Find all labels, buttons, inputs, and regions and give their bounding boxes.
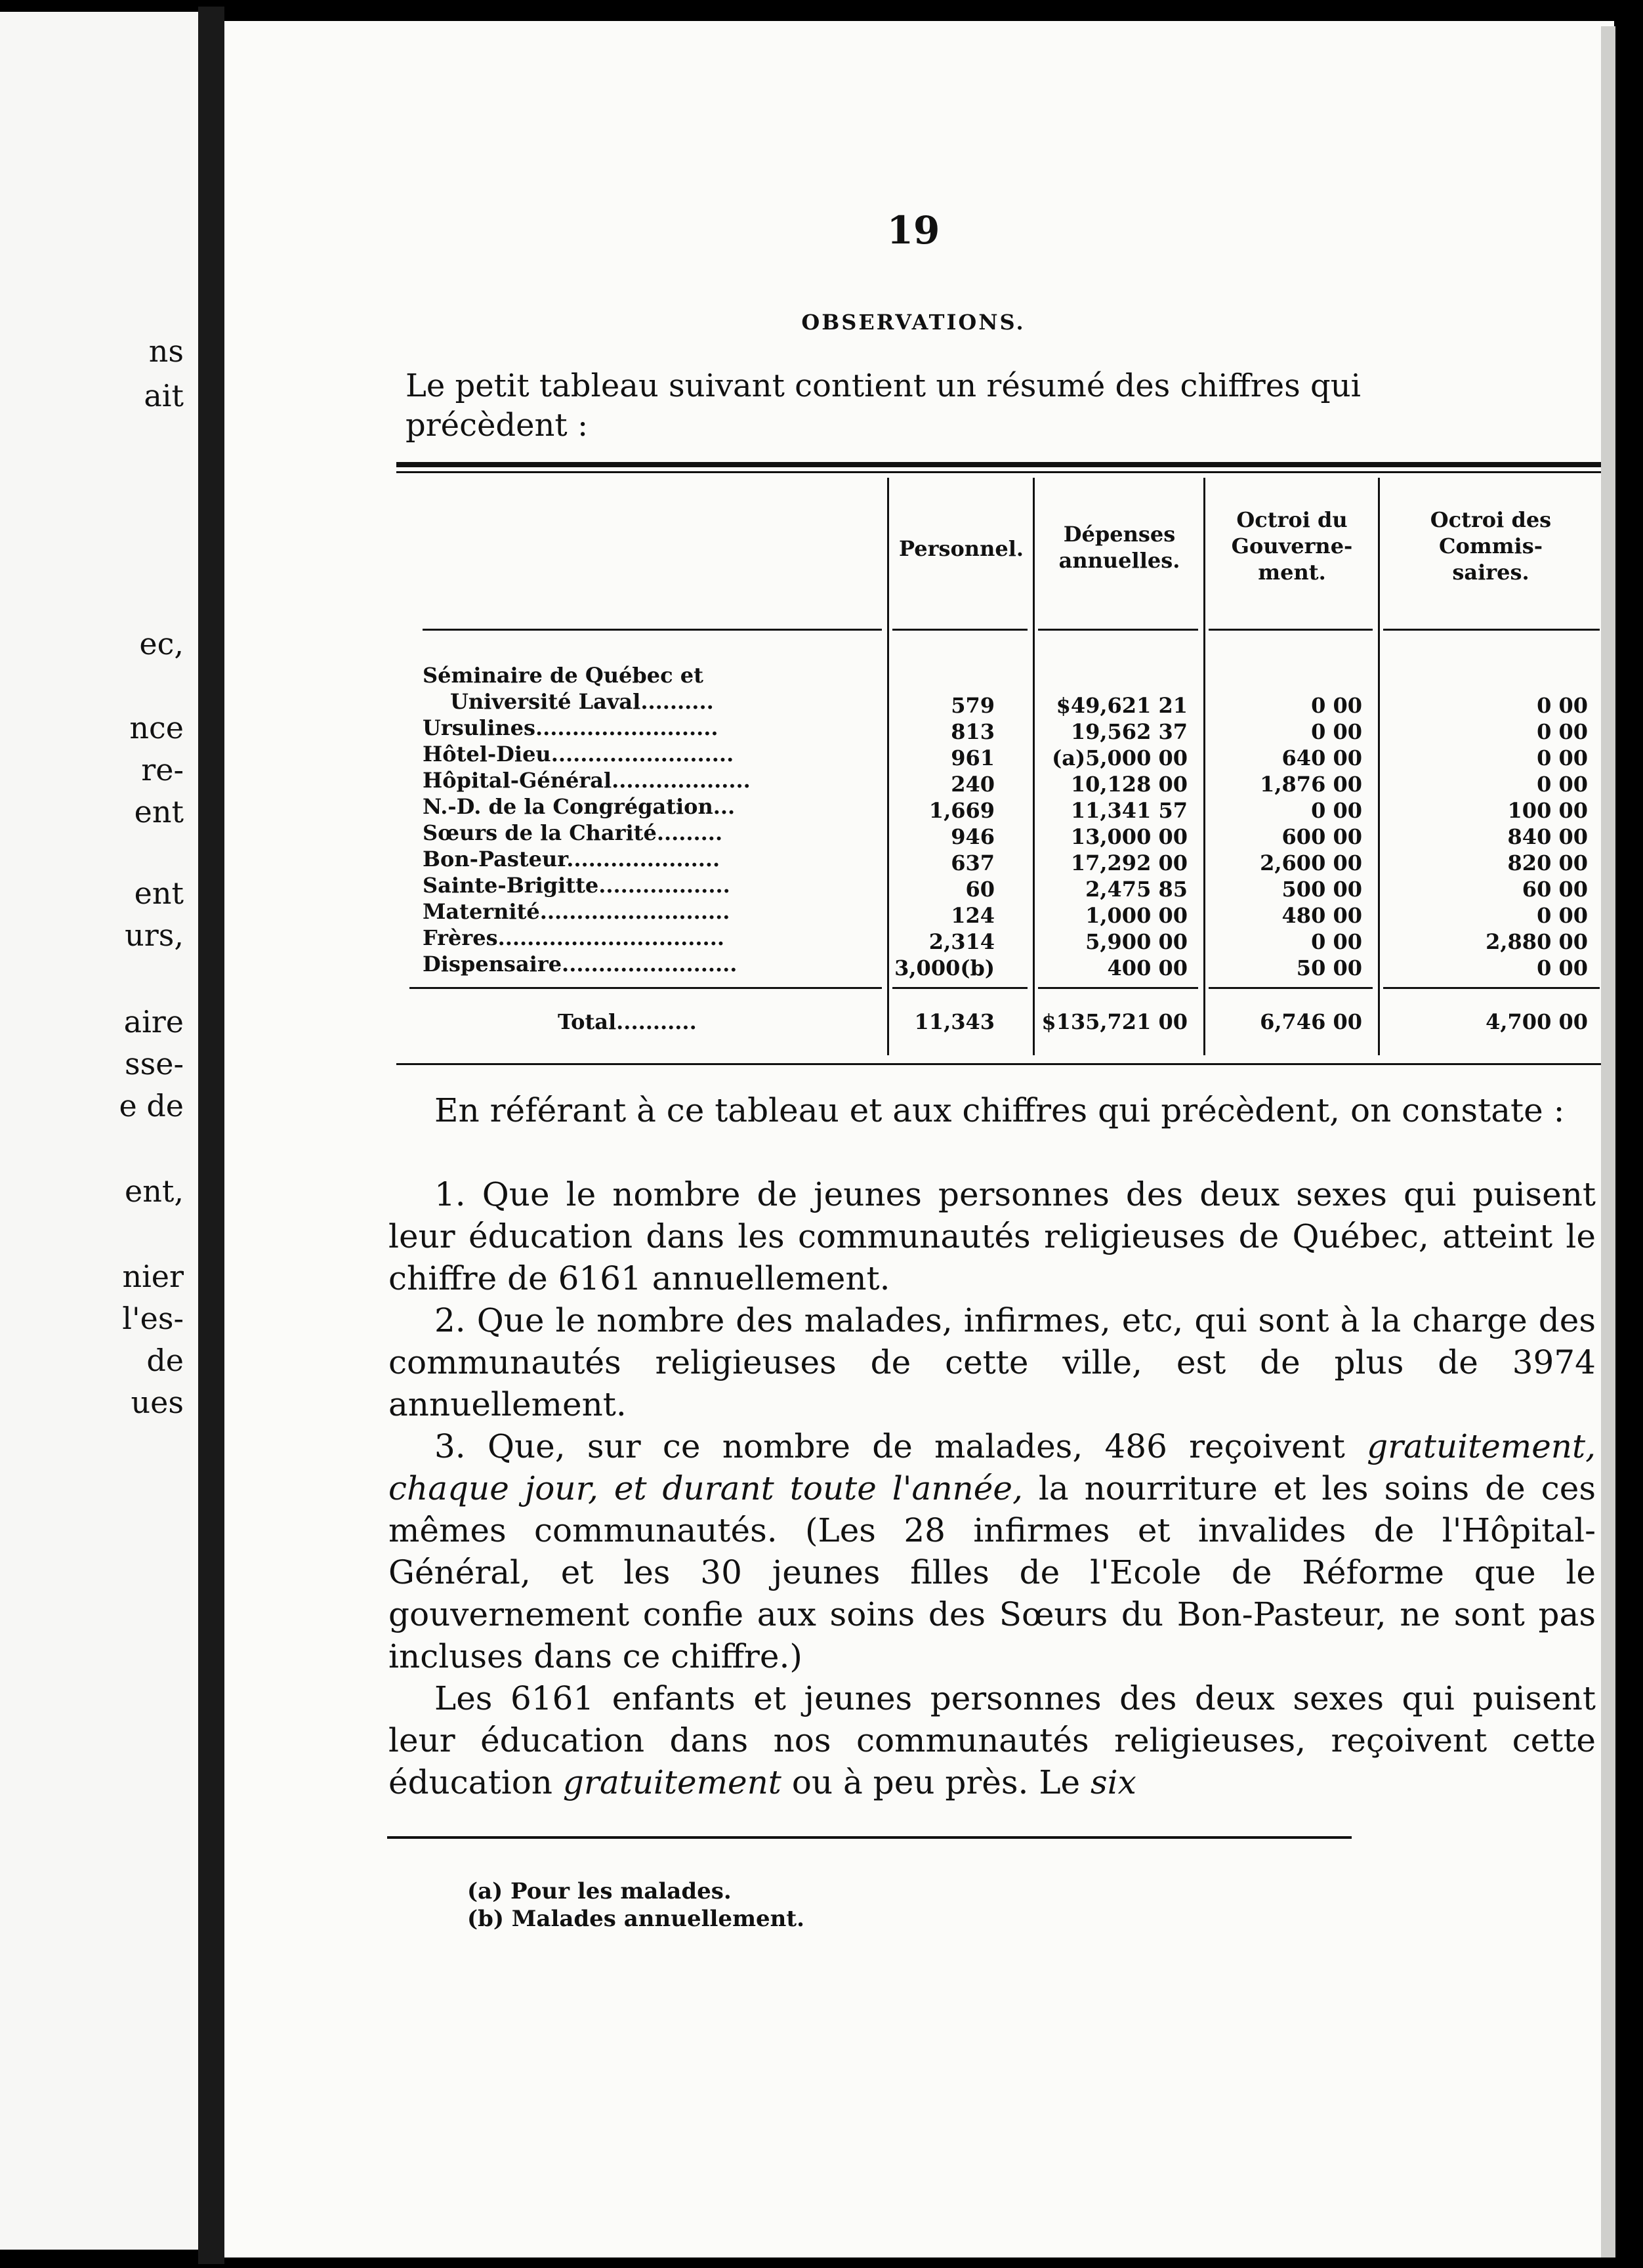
left-fragment: re-: [141, 752, 184, 788]
left-fragment: l'es-: [122, 1301, 184, 1336]
column-separator: [1033, 478, 1035, 1055]
cell-personnel: 961: [951, 746, 995, 770]
row-label: Ursulines.........................: [423, 715, 718, 740]
footnote-b: (b) Malades annuellement.: [467, 1906, 804, 1932]
header-depenses: Dépenses: [1063, 522, 1176, 547]
header-commissaires: Commis-: [1439, 534, 1543, 558]
row-label: Séminaire de Québec et: [423, 663, 703, 688]
cell-personnel: 2,314: [928, 929, 995, 954]
cell-gouvernement: 1,876 00: [1260, 772, 1362, 797]
cell-commissaires: 0 00: [1537, 746, 1588, 770]
header-rule: [1383, 629, 1600, 631]
left-fragment: de: [146, 1343, 184, 1378]
table-top-rule: [396, 462, 1601, 467]
cell-depenses: 400 00: [1107, 956, 1188, 980]
cell-personnel: 60: [965, 877, 995, 902]
total-rule: [1383, 987, 1600, 989]
cell-commissaires: 820 00: [1507, 850, 1588, 875]
cell-commissaires: 100 00: [1507, 798, 1588, 823]
cell-personnel: 3,000(b): [894, 956, 995, 980]
row-label: N.-D. de la Congrégation...: [423, 794, 736, 819]
header-personnel: Personnel.: [899, 536, 1024, 561]
row-label: Hôtel-Dieu.........................: [423, 742, 734, 766]
left-fragment: ec,: [139, 626, 184, 662]
cell-commissaires: 2,880 00: [1486, 929, 1588, 954]
header-rule: [1038, 629, 1198, 631]
cell-commissaires: 0 00: [1537, 772, 1588, 797]
cell-depenses: 1,000 00: [1085, 903, 1188, 928]
cell-gouvernement: 480 00: [1281, 903, 1362, 928]
row-label: Frères...............................: [423, 925, 724, 950]
header-commissaires: saires.: [1452, 560, 1529, 585]
cell-depenses: 11,341 57: [1070, 798, 1188, 823]
section-title: OBSERVATIONS.: [801, 310, 1026, 335]
left-fragment: nce: [129, 710, 184, 746]
left-fragment: e de: [119, 1088, 184, 1124]
cell-personnel: 946: [951, 824, 995, 849]
header-depenses: annuelles.: [1058, 548, 1180, 573]
column-separator: [887, 478, 889, 1055]
total-commissaires: 4,700 00: [1486, 1009, 1588, 1034]
left-fragment: urs,: [125, 917, 184, 953]
left-fragment: aire: [123, 1004, 184, 1040]
header-gouvernement: Octroi du: [1236, 507, 1348, 532]
page-number: 19: [886, 208, 940, 253]
cell-gouvernement: 50 00: [1296, 956, 1362, 980]
cell-personnel: 579: [951, 693, 995, 718]
left-fragment: sse-: [125, 1046, 184, 1082]
cell-commissaires: 0 00: [1537, 719, 1588, 744]
cell-gouvernement: 500 00: [1281, 877, 1362, 902]
table-top-rule: [396, 471, 1601, 473]
cell-gouvernement: 0 00: [1311, 719, 1362, 744]
left-fragment: ues: [131, 1385, 184, 1420]
left-fragment: ent: [134, 875, 184, 911]
total-personnel: 11,343: [914, 1009, 995, 1034]
total-gouvernement: 6,746 00: [1260, 1009, 1362, 1034]
cell-depenses: 10,128 00: [1070, 772, 1188, 797]
row-label: Bon-Pasteur.....................: [423, 847, 720, 872]
cell-depenses: 19,562 37: [1070, 719, 1188, 744]
left-fragment: ait: [144, 378, 184, 413]
right-page: [224, 21, 1614, 2258]
row-label: Sainte-Brigitte..................: [423, 873, 730, 898]
cell-depenses: 2,475 85: [1085, 877, 1188, 902]
paragraph: 1. Que le nombre de jeunes personnes des deux sexes qui puisent leur éducation dans les communautés religieuses de Québec, atteint le chiffre de 6161 annuellement.: [388, 1175, 1596, 1297]
left-fragment: ent,: [125, 1173, 184, 1209]
cell-personnel: 124: [951, 903, 995, 928]
total-rule: [892, 987, 1028, 989]
cell-personnel: 1,669: [928, 798, 995, 823]
summary-table: [396, 462, 1604, 1072]
cell-depenses: 17,292 00: [1070, 850, 1188, 875]
cell-commissaires: 840 00: [1507, 824, 1588, 849]
cell-gouvernement: 640 00: [1281, 746, 1362, 770]
cell-commissaires: 0 00: [1537, 903, 1588, 928]
header-rule: [892, 629, 1028, 631]
cell-personnel: 240: [951, 772, 995, 797]
cell-commissaires: 60 00: [1522, 877, 1588, 902]
cell-depenses: 13,000 00: [1070, 824, 1188, 849]
cell-personnel: 813: [951, 719, 995, 744]
column-separator: [1203, 478, 1205, 1055]
book-binding-gutter: [198, 7, 224, 2264]
page-edge-shadow: [1601, 26, 1615, 2258]
header-rule: [423, 629, 882, 631]
cell-commissaires: 0 00: [1537, 693, 1588, 718]
cell-gouvernement: 2,600 00: [1260, 850, 1362, 875]
cell-commissaires: 0 00: [1537, 956, 1588, 980]
paragraph: Les 6161 enfants et jeunes personnes des deux sexes qui puisent leur éducation dans nos communautés religieuses, reçoivent cette éducation gratuitement ou à peu près. Le six: [388, 1679, 1596, 1801]
cell-gouvernement: 0 00: [1311, 929, 1362, 954]
header-rule: [1209, 629, 1373, 631]
total-depenses: $135,721 00: [1041, 1009, 1188, 1034]
row-label: Sœurs de la Charité.........: [423, 820, 723, 845]
paragraph: En référant à ce tableau et aux chiffres qui précèdent, on constate :: [434, 1091, 1565, 1129]
total-rule: [409, 987, 882, 989]
table-bottom-rule: [396, 1063, 1601, 1065]
cell-depenses: (a)5,000 00: [1052, 746, 1188, 770]
row-label: Dispensaire........................: [423, 952, 738, 976]
column-separator: [1378, 478, 1380, 1055]
cell-depenses: $49,621 21: [1056, 693, 1188, 718]
cell-personnel: 637: [951, 850, 995, 875]
left-fragment: nier: [122, 1259, 184, 1294]
cell-gouvernement: 0 00: [1311, 693, 1362, 718]
cell-gouvernement: 600 00: [1281, 824, 1362, 849]
cell-gouvernement: 0 00: [1311, 798, 1362, 823]
header-gouvernement: ment.: [1258, 560, 1326, 585]
row-label: Université Laval..........: [450, 689, 714, 714]
left-fragment: ns: [148, 333, 184, 369]
header-gouvernement: Gouverne-: [1231, 534, 1353, 558]
footnote-rule: [387, 1836, 1352, 1839]
row-label: Maternité..........................: [423, 899, 730, 924]
total-rule: [1209, 987, 1373, 989]
row-label: Hôpital-Général...................: [423, 768, 751, 793]
footnote-a: (a) Pour les malades.: [467, 1878, 732, 1904]
total-rule: [1038, 987, 1198, 989]
cell-depenses: 5,900 00: [1085, 929, 1188, 954]
intro-line: Le petit tableau suivant contient un résumé des chiffres qui: [406, 368, 1362, 404]
intro-line: précèdent :: [406, 407, 589, 444]
header-commissaires: Octroi des: [1430, 507, 1552, 532]
left-page-edge: [0, 12, 198, 2250]
total-label: Total...........: [558, 1009, 697, 1034]
left-fragment: ent: [134, 794, 184, 830]
paragraph: 2. Que le nombre des malades, infirmes, etc, qui sont à la charge des communautés religieuses de cette ville, est de plus de 3974 annuellement.: [388, 1301, 1596, 1423]
paragraph: 3. Que, sur ce nombre de malades, 486 reçoivent gratuitement, chaque jour, et durant toute l'année, la nourriture et les soins de ces mêmes communautés. (Les 28 infirmes et invalides de l'Hôpital-Général, et les 30 jeunes filles de l'Ecole de Réforme que le gouvernement confie aux soins des Sœurs du Bon-Pasteur, ne sont pas incluses dans ce chiffre.): [388, 1427, 1596, 1675]
